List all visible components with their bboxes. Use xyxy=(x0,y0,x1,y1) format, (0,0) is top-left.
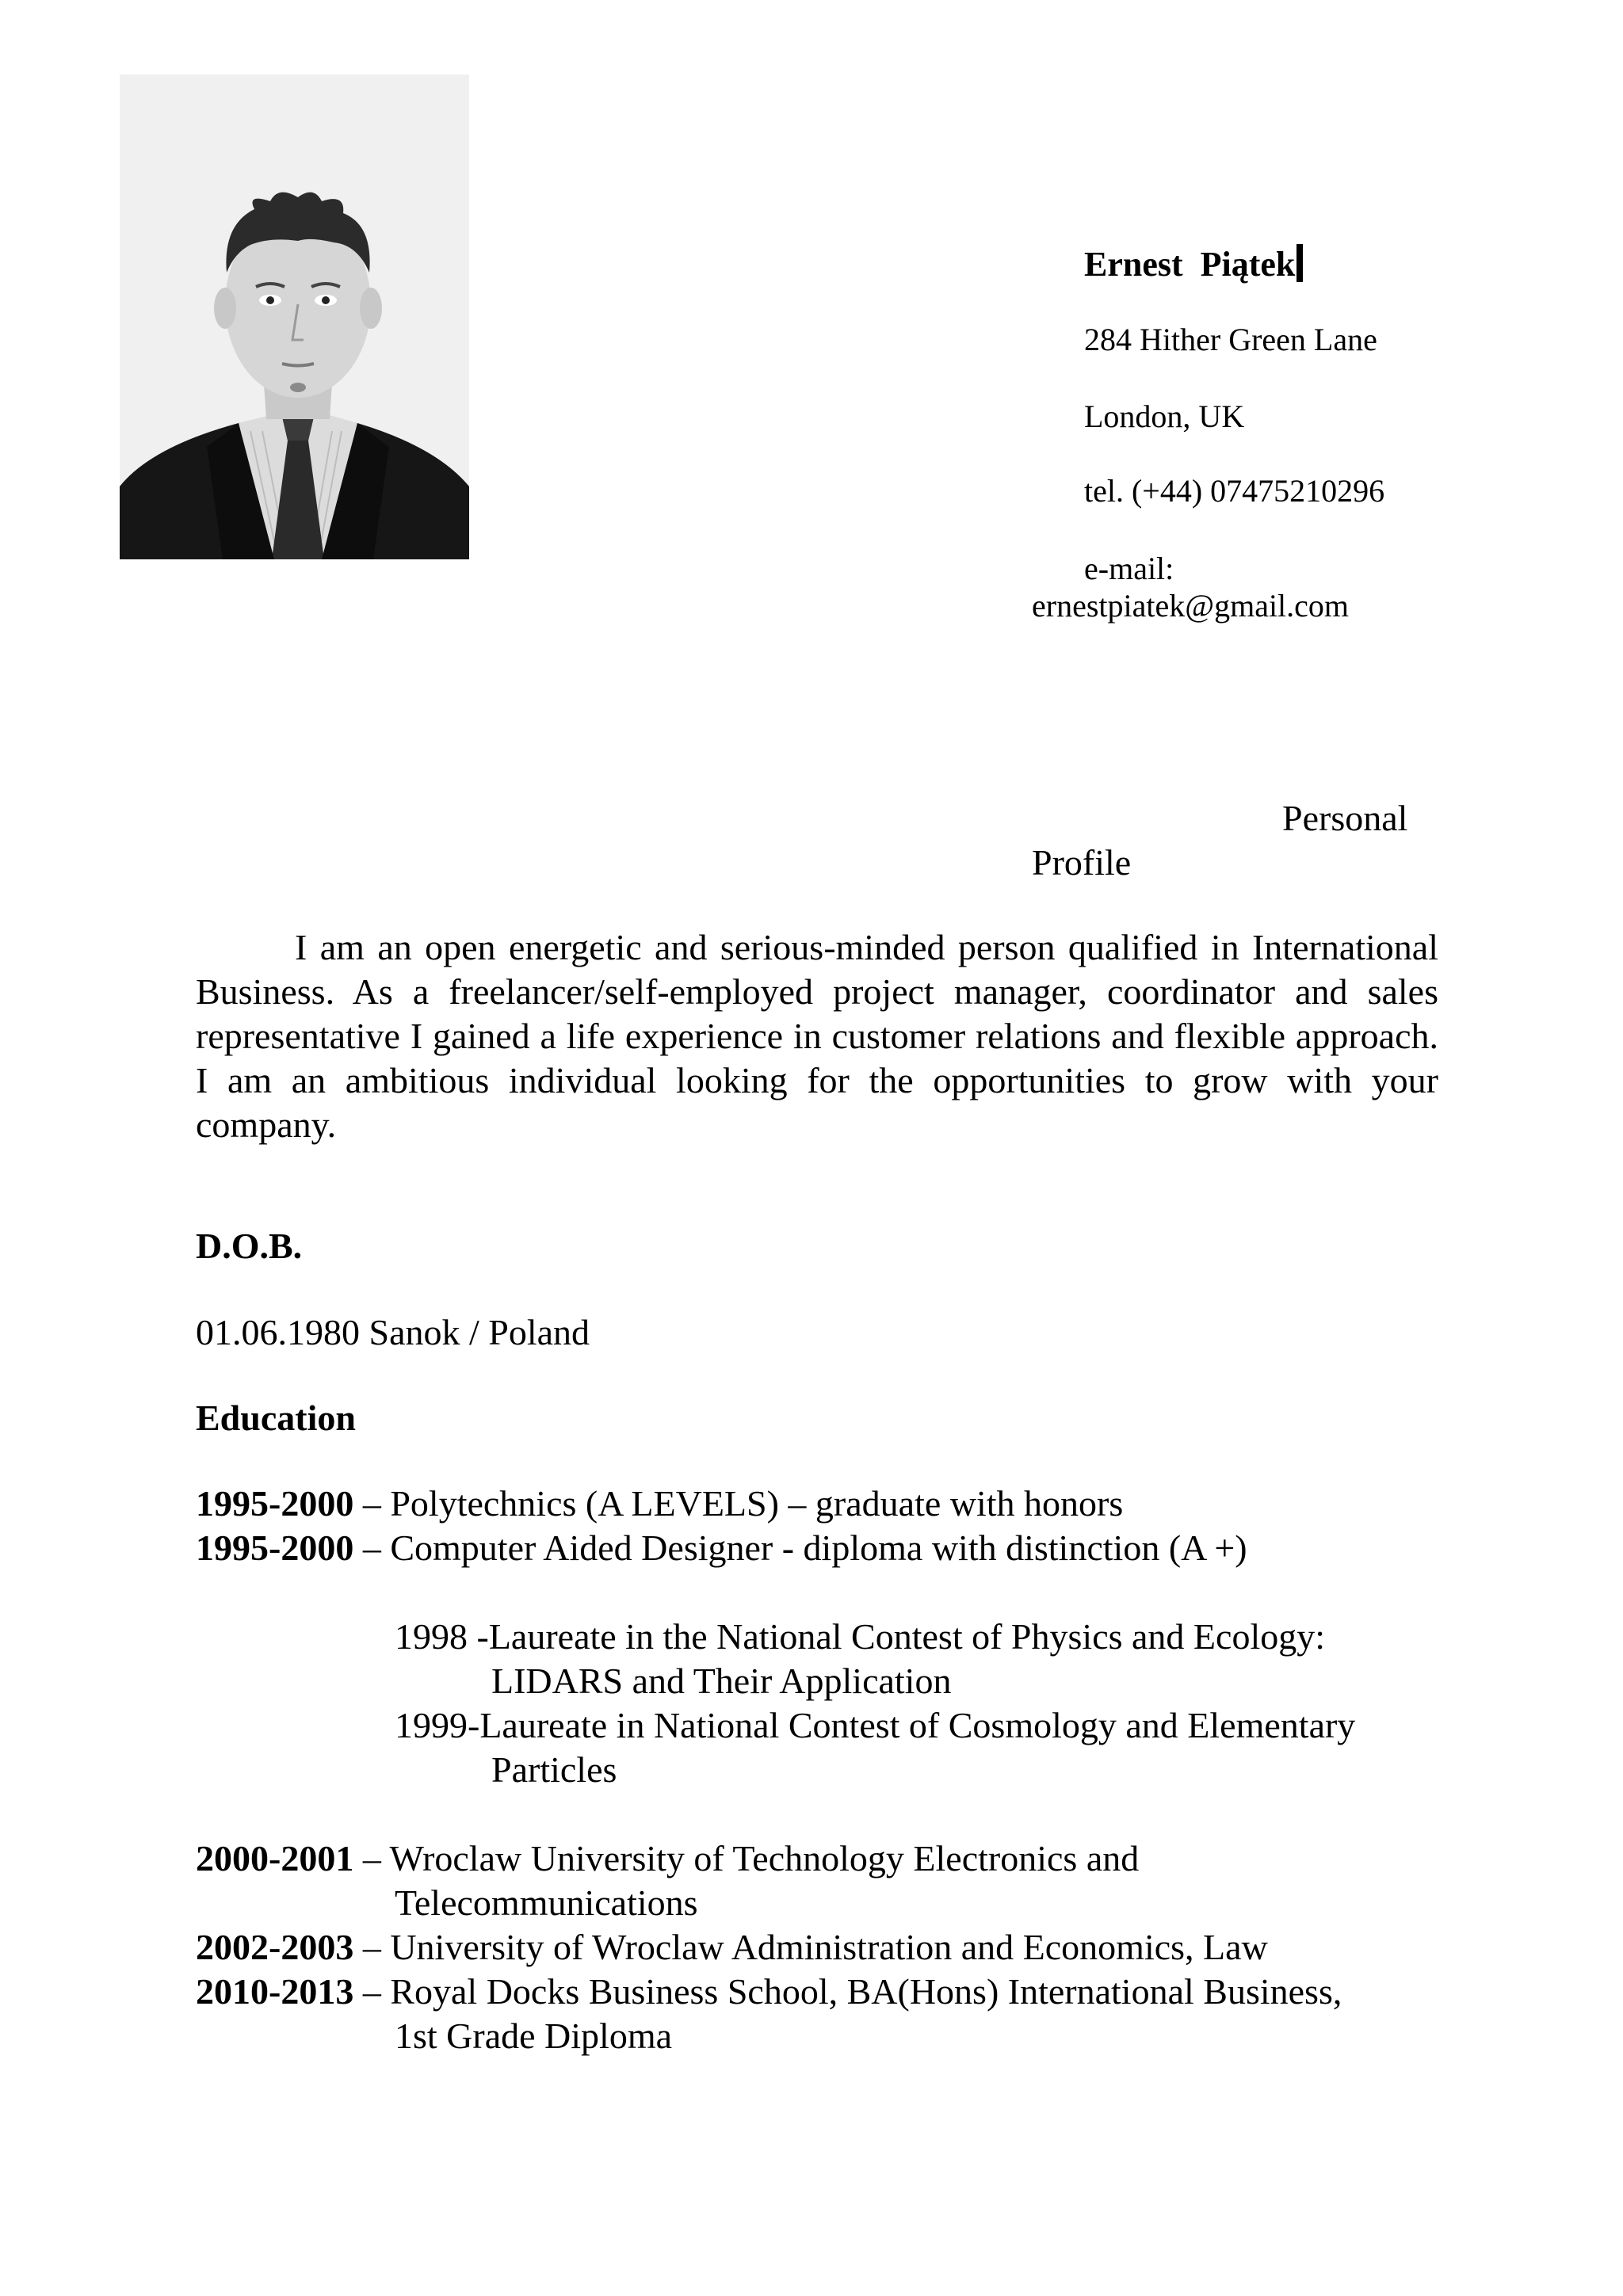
education-years: 1995-2000 xyxy=(196,1527,354,1568)
profile-heading-line2: Profile xyxy=(1032,842,1132,883)
contact-address: 284 Hither Green Lane xyxy=(1084,322,1377,357)
education-entry xyxy=(196,1970,1342,2014)
education-entry xyxy=(196,1482,1123,1526)
education-heading: Education xyxy=(196,1398,356,1438)
education-entry-cont: Telecommunications xyxy=(395,1882,698,1923)
contact-name-line xyxy=(1084,244,1303,282)
contact-email-label: e-mail: xyxy=(1084,551,1174,586)
dob-value: 01.06.1980 Sanok / Poland xyxy=(196,1312,590,1352)
education-entry xyxy=(196,1925,1268,1970)
award-line-cont: LIDARS and Their Application xyxy=(491,1661,952,1701)
education-entry xyxy=(196,1526,1247,1570)
education-years: 1995-2000 xyxy=(196,1483,354,1524)
dob-heading: D.O.B. xyxy=(196,1226,303,1266)
education-description: – Computer Aided Designer - diploma with distinction (A +) xyxy=(353,1527,1247,1568)
contact-name: Ernest Piątek xyxy=(1084,245,1296,284)
education-description: – Polytechnics (A LEVELS) – graduate with honors xyxy=(353,1483,1124,1524)
education-description: – Royal Docks Business School, BA(Hons) International Business, xyxy=(353,1971,1342,2012)
education-description: – University of Wroclaw Administration and Economics, Law xyxy=(353,1927,1268,1967)
education-entry-cont: 1st Grade Diploma xyxy=(395,2016,673,2056)
education-years: 2010-2013 xyxy=(196,1971,354,2012)
profile-paragraph: I am an open energetic and serious-minded person qualified in International Business. As a freelancer/self-employed project manager, coordinator and sales representative I gained a life experience in customer relations and flexible approach. I am an ambitious individual looking for the opportunities to grow with your company. xyxy=(196,927,1438,1145)
education-years: 2002-2003 xyxy=(196,1927,354,1967)
portrait-photo xyxy=(120,74,469,559)
portrait-image xyxy=(120,74,469,559)
contact-city: London, UK xyxy=(1084,399,1245,434)
award-line: 1998 -Laureate in the National Contest of Physics and Ecology: xyxy=(395,1616,1326,1657)
education-entry xyxy=(196,1836,1139,1881)
contact-phone: tel. (+44) 07475210296 xyxy=(1084,473,1385,509)
contact-email: ernestpiatek@gmail.com xyxy=(1032,588,1350,624)
education-description: – Wroclaw University of Technology Electronics and xyxy=(353,1838,1140,1878)
text-cursor xyxy=(1296,244,1303,282)
profile-heading-line1: Personal xyxy=(1282,798,1408,838)
award-line-cont: Particles xyxy=(491,1749,617,1790)
education-years: 2000-2001 xyxy=(196,1838,354,1878)
award-line: 1999-Laureate in National Contest of Cosmology and Elementary xyxy=(395,1705,1356,1745)
